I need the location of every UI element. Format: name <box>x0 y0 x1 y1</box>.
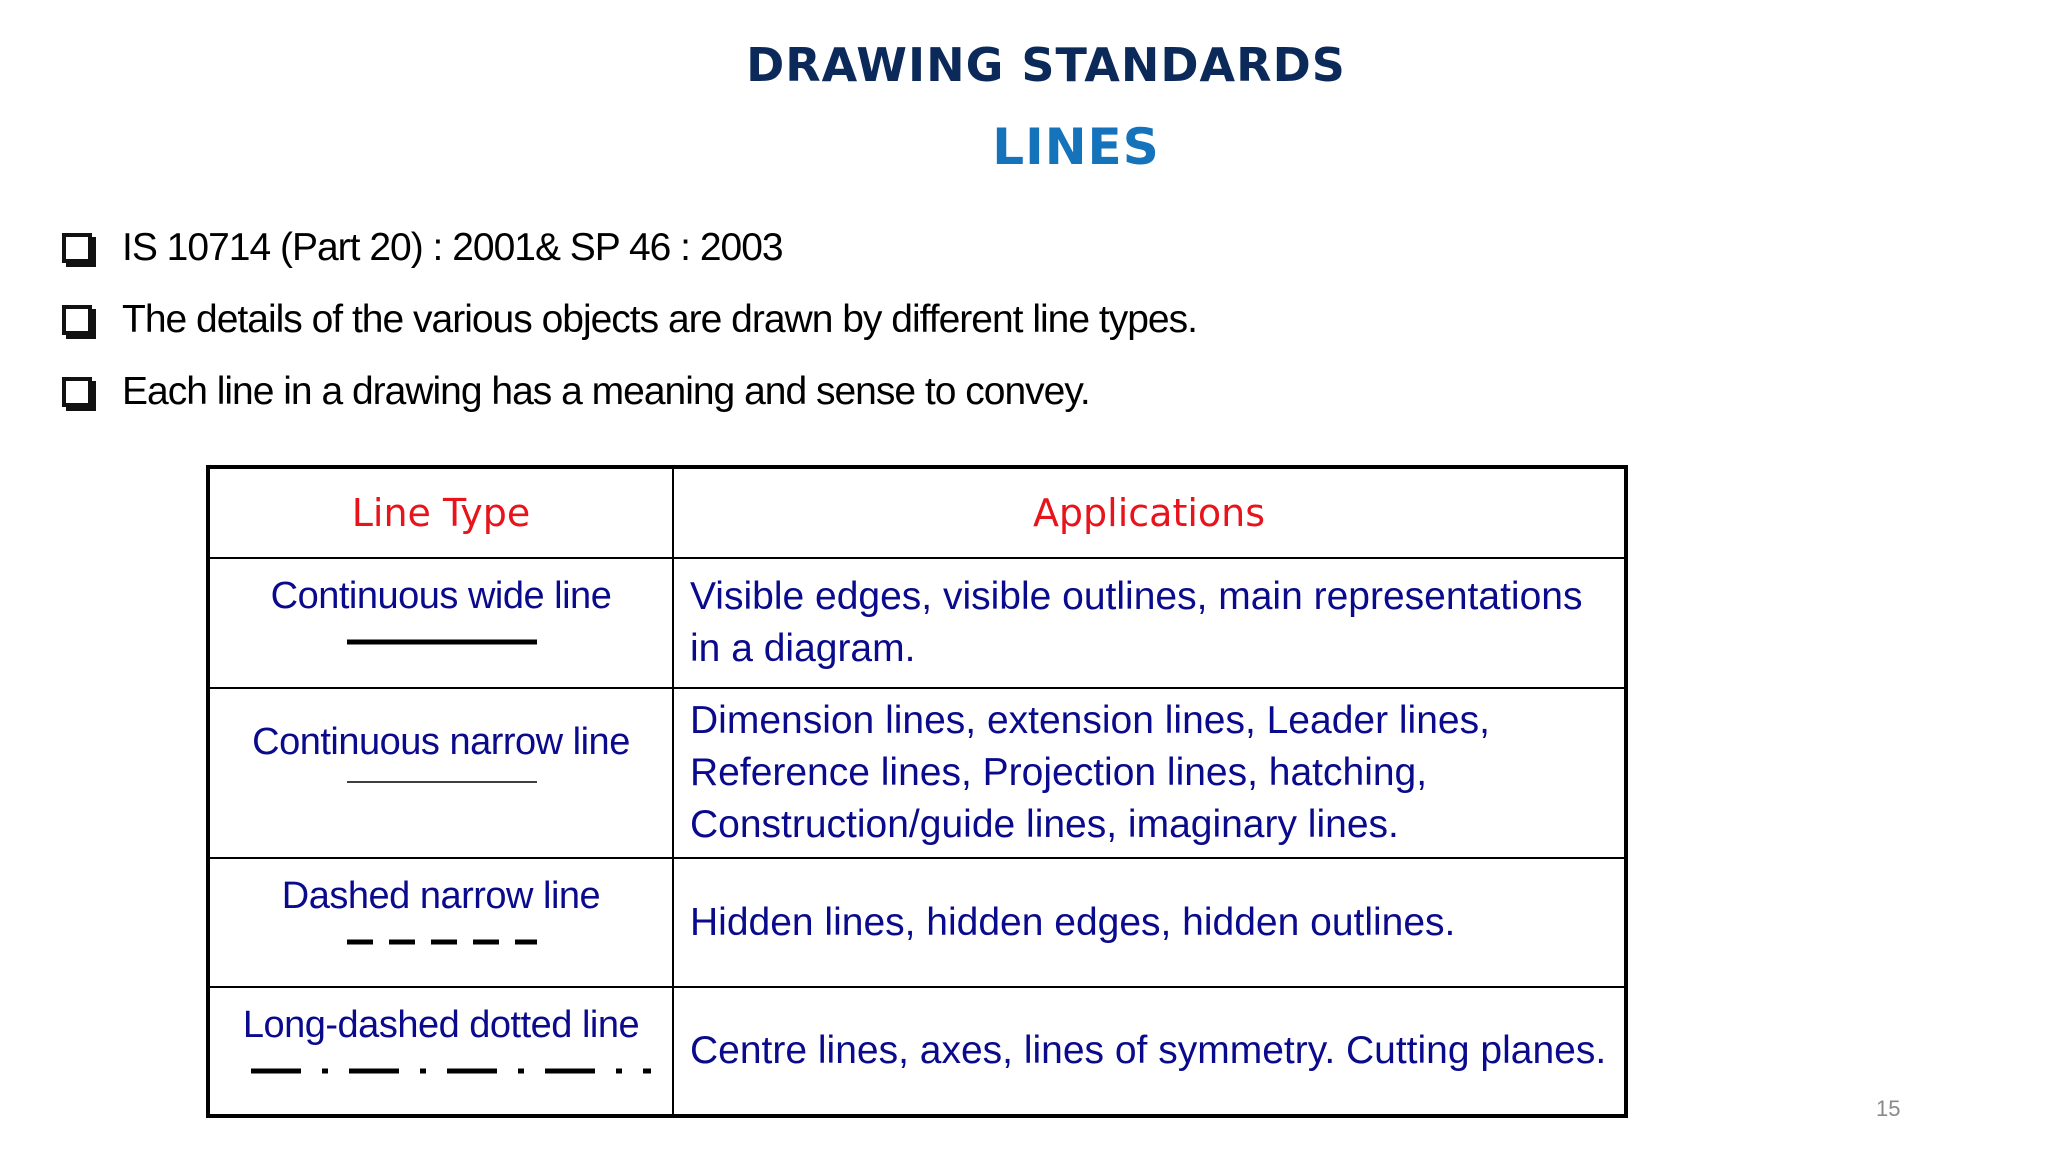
line-type-label: Continuous narrow line <box>252 721 630 763</box>
bullet-item <box>62 356 1197 428</box>
line-type-cell <box>208 987 673 1116</box>
line-type-label: Long-dashed dotted line <box>242 1004 640 1046</box>
page-number: 15 <box>1876 1096 1901 1121</box>
applications-cell: Visible edges, visible outlines, main representations in a diagram. <box>673 558 1626 688</box>
line-types-table <box>206 465 1628 1118</box>
table-row <box>208 688 1626 858</box>
long-dashed-dotted-line-sample <box>231 1047 651 1087</box>
bullet-item <box>62 212 1197 284</box>
bullet-text: Each line in a drawing has a meaning and sense to convey. <box>122 370 1090 413</box>
applications-cell: Dimension lines, extension lines, Leader lines, Reference lines, Projection lines, hatching, Construction/guide lines, imaginary lines. <box>673 688 1626 858</box>
bullet-list <box>62 212 1197 428</box>
page-subtitle: LINES <box>992 118 1160 176</box>
continuous-wide-line-sample <box>341 618 541 658</box>
column-header-applications: Applications <box>673 467 1626 558</box>
line-type-cell <box>208 688 673 858</box>
dashed-narrow-line-sample <box>341 918 541 958</box>
table-row <box>208 558 1626 688</box>
line-type-label: Continuous wide line <box>270 575 612 617</box>
table-header-row <box>208 467 1626 558</box>
bullet-item <box>62 284 1197 356</box>
checkbox-bullet-icon <box>62 305 92 335</box>
table-row <box>208 858 1626 987</box>
checkbox-bullet-icon <box>62 377 92 407</box>
continuous-narrow-line-sample <box>341 764 541 794</box>
bullet-text: IS 10714 (Part 20) : 2001& SP 46 : 2003 <box>122 226 783 269</box>
column-header-line-type: Line Type <box>208 467 673 558</box>
bullet-text: The details of the various objects are drawn by different line types. <box>122 298 1197 341</box>
line-type-cell <box>208 858 673 987</box>
line-type-cell <box>208 558 673 688</box>
table-row <box>208 987 1626 1116</box>
applications-cell: Centre lines, axes, lines of symmetry. Cutting planes. <box>673 987 1626 1116</box>
page-title: DRAWING STANDARDS <box>746 38 1346 92</box>
line-type-label: Dashed narrow line <box>281 875 601 917</box>
applications-cell: Hidden lines, hidden edges, hidden outlines. <box>673 858 1626 987</box>
checkbox-bullet-icon <box>62 233 92 263</box>
